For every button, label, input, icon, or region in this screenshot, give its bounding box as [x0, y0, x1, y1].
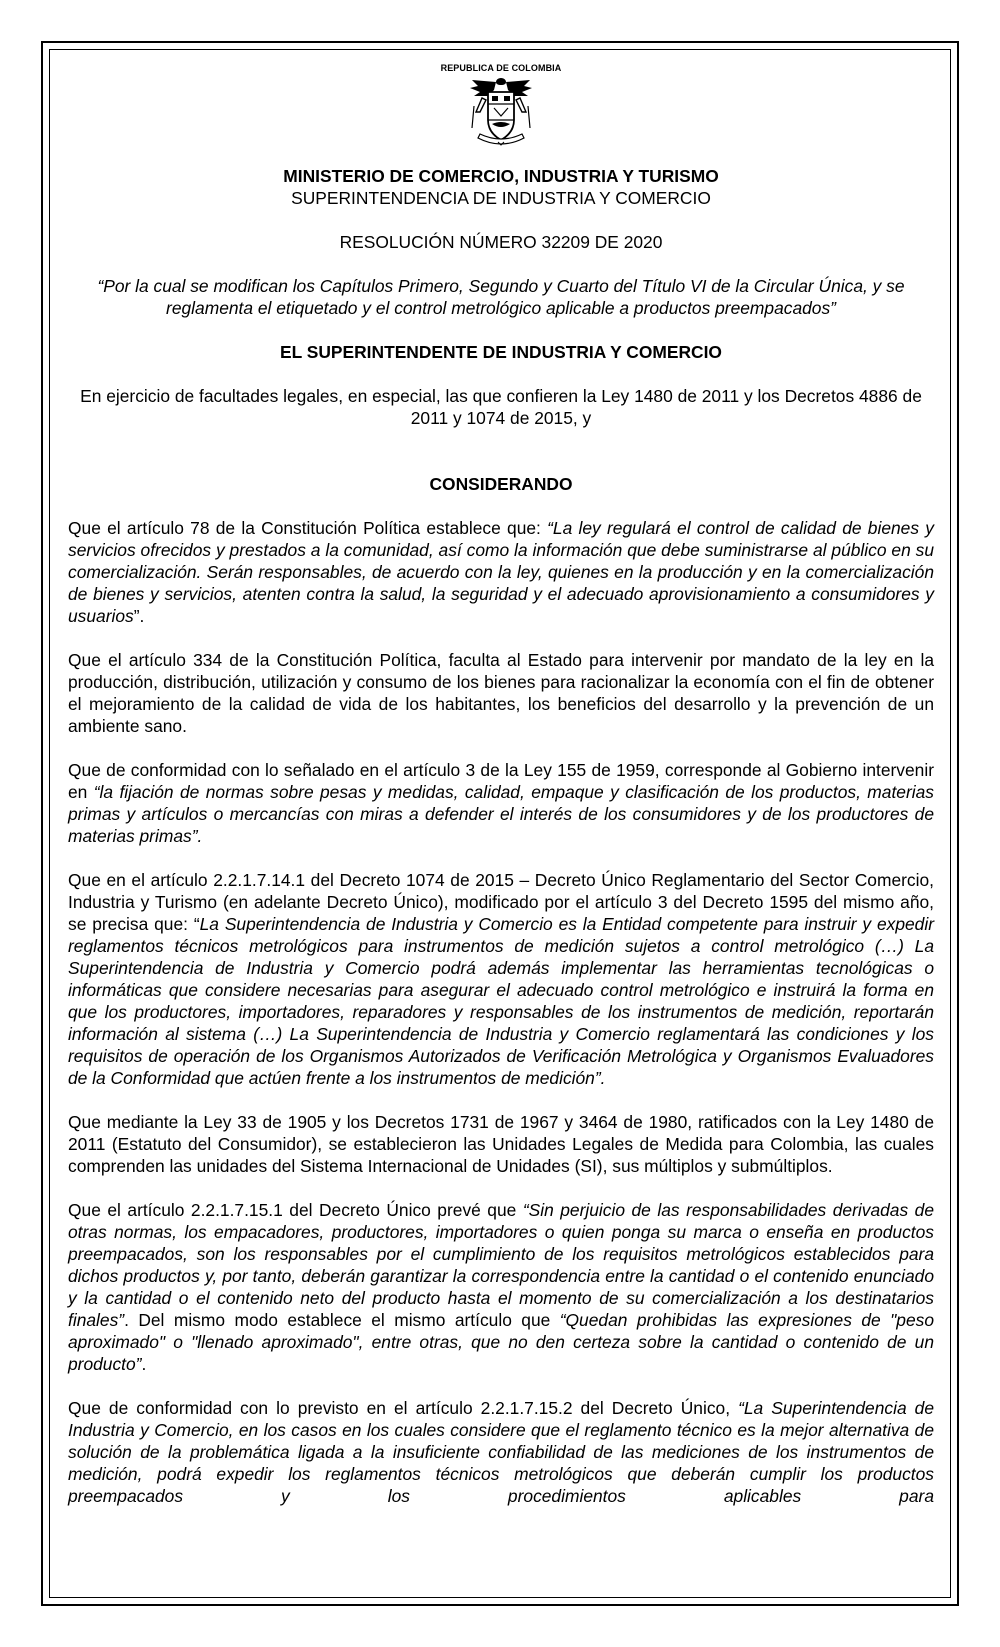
page-border [41, 41, 959, 1606]
paragraph-2: Que el artículo 334 de la Constitución Política, faculta al Estado para intervenir por mandato de la ley en la producción, distribución, utilización y consumo de los bienes para racionalizar la economía con el fin de obtener el mejoramiento de la calidad de vida de los habitantes, los beneficios del desarrollo y la prevención de un ambiente sano. [68, 650, 934, 736]
ministry-title: MINISTERIO DE COMERCIO, INDUSTRIA Y TURISMO [283, 166, 719, 186]
country-name: REPUBLICA DE COLOMBIA [440, 63, 562, 73]
agency-title: SUPERINTENDENCIA DE INDUSTRIA Y COMERCIO [291, 188, 711, 208]
paragraph-7: Que de conformidad con lo previsto en el artículo 2.2.1.7.15.2 del Decreto Único, “La Superintendencia de Industria y Comercio, en los casos en los cuales considere que el reglamento técnico es la mejor alternativa de solución de la problemática ligada a la insuficiente confiabilidad de las mediciones de los instrumentos de medición, podrá expedir los reglamentos técnicos metrológicos que deberán cumplir los productos preempacados y los procedimientos aplicables para [68, 1398, 935, 1506]
resolution-number: RESOLUCIÓN NÚMERO 32209 DE 2020 [339, 232, 663, 252]
paragraph-1: Que el artículo 78 de la Constitución Política establece que: “La ley regulará el control de calidad de bienes y servicios ofrecidos y prestados a la comunidad, así como la información que debe suministrarse al público en su comercialización. Serán responsables, de acuerdo con la ley, quienes en la producción y en la comercialización de bienes y servicios, atenten contra la salud, la seguridad y el adecuado aprovisionamiento a consumidores y usuarios”. [68, 518, 934, 626]
section-heading: CONSIDERANDO [429, 474, 573, 494]
legal-powers: En ejercicio de facultades legales, en especial, las que confieren la Ley 1480 de 2011 y los Decretos 4886 de 2011 y 1074 de 2015, y [80, 386, 922, 428]
page-inner-border [49, 49, 951, 1598]
paragraph-3: Que de conformidad con lo señalado en el artículo 3 de la Ley 155 de 1959, corresponde al Gobierno intervenir en “la fijación de normas sobre pesas y medidas, calidad, empaque y clasificación de los productos, materias primas y artículos o mercancías con miras a defender el interés de los consumidores y de los productores de materias primas”. [68, 760, 934, 846]
paragraph-5: Que mediante la Ley 33 de 1905 y los Decretos 1731 de 1967 y 3464 de 1980, ratificados con la Ley 1480 de 2011 (Estatuto del Consumidor), se establecieron las Unidades Legales de Medida para Colombia, las cuales comprenden las unidades del Sistema Internacional de Unidades (SI), sus múltiplos y submúltiplos. [68, 1112, 934, 1176]
colombia-coat-of-arms-icon [468, 76, 534, 146]
resolution-subject: “Por la cual se modifican los Capítulos Primero, Segundo y Cuarto del Título VI de la Circular Única, y se reglamenta el etiquetado y el control metrológico aplicable a productos preempacados” [97, 276, 905, 318]
paragraph-4: Que en el artículo 2.2.1.7.14.1 del Decreto 1074 de 2015 – Decreto Único Reglamentario del Sector Comercio, Industria y Turismo (en adelante Decreto Único), modificado por el artículo 3 del Decreto 1595 del mismo año, se precisa que: “La Superintendencia de Industria y Comercio es la Entidad competente para instruir y expedir reglamentos técnicos metrológicos para instrumentos de medición sujetos a control metrológico (…) La Superintendencia de Industria y Comercio podrá además implementar las herramientas tecnológicas o informáticas que considere necesarias para asegurar el adecuado control metrológico e instruirá la forma en que los productores, importadores, reparadores y responsables de los instrumentos de medición, reportarán información al sistema (…) La Superintendencia de Industria y Comercio reglamentará las condiciones y los requisitos de operación de los Organismos Autorizados de Verificación Metrológica y Organismos Evaluadores de la Conformidad que actúen frente a los instrumentos de medición”. [68, 870, 935, 1088]
document-content [68, 62, 934, 1507]
signer-title: EL SUPERINTENDENTE DE INDUSTRIA Y COMERCIO [280, 342, 722, 362]
paragraph-6: Que el artículo 2.2.1.7.15.1 del Decreto Único prevé que “Sin perjuicio de las responsabilidades derivadas de otras normas, los empacadores, productores, importadores o quien ponga su marca o enseña en productos preempacados, son los responsables por el cumplimiento de los requisitos metrológicos establecidos para dichos productos y, por tanto, deberán garantizar la correspondencia entre la cantidad o el contenido enunciado y la cantidad o el contenido neto del producto hasta el momento de su comercialización a los destinatarios finales”. Del mismo modo establece el mismo artículo que “Quedan prohibidas las expresiones de "peso aproximado" o "llenado aproximado", entre otras, que no den certeza sobre la cantidad o contenido de un producto”. [68, 1200, 934, 1374]
